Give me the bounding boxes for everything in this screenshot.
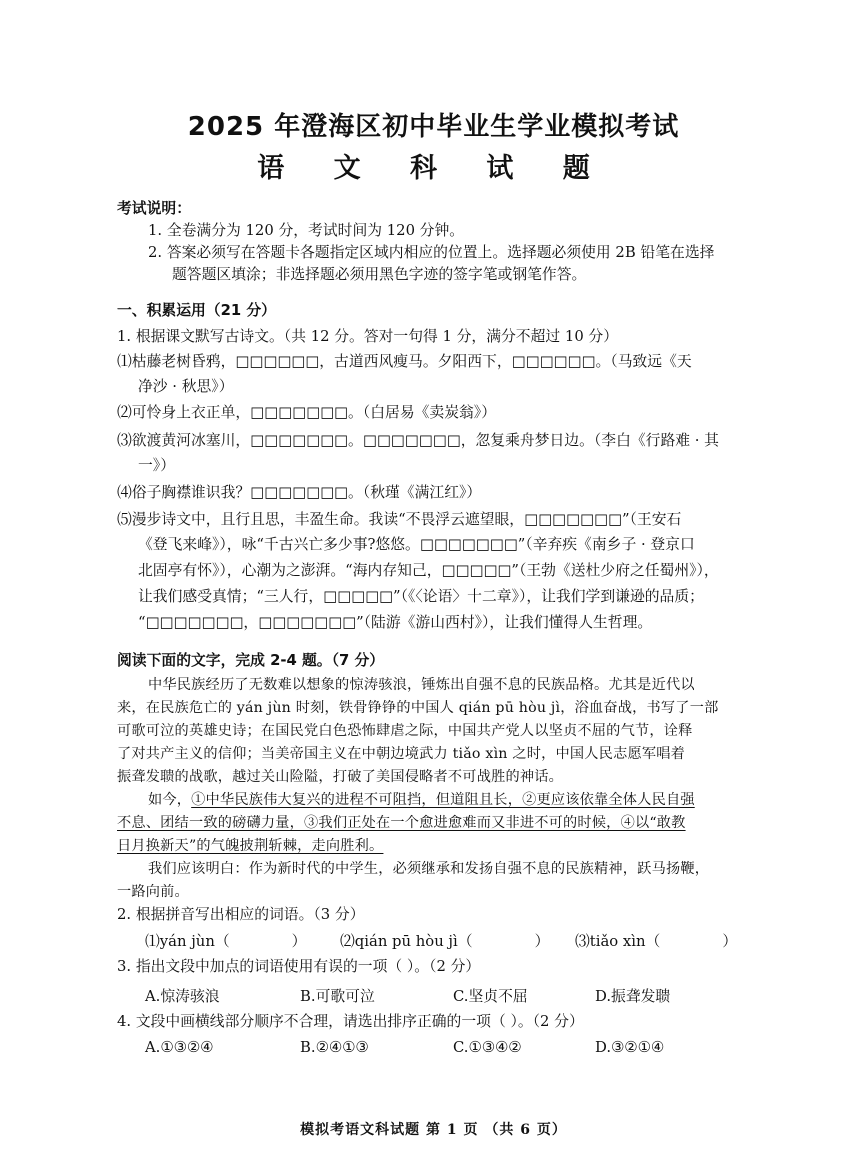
question-1-1-line2: 净沙 · 秋思》） xyxy=(138,378,234,395)
question-2-b-pinyin: ⑵qián pū hòu jì（ xyxy=(340,933,473,950)
passage-p1-line4: 了对共产主义的信仰；当美帝国主义在中朝边境武力 tiǎo xìn 之时，中国人民志愿军唱着 xyxy=(117,746,686,762)
close-paren: ） xyxy=(722,933,738,950)
question-1-3-line2: 一》） xyxy=(138,457,175,474)
question-1-intro: 1. 根据课文默写古诗文。（共 12 分。答对一句得 1 分，满分不超过 10 分） xyxy=(117,328,619,345)
question-3-text: 3. 指出文段中加点的词语使用有误的一项（ ）。（2 分） xyxy=(117,958,481,975)
question-4-option-c[interactable]: C.①③④② xyxy=(453,1039,522,1056)
instruction-item-2-line1: 2. 答案必须写在答题卡各题指定区域内相应的位置上。选择题必须使用 2B 铅笔在选择 xyxy=(148,244,715,261)
passage-p2-start: 如今， xyxy=(148,792,192,808)
passage-p2-underlined-2: 不息、团结一致的磅礴力量，③我们正处在一个愈进愈难而又非进不可的时候，④以“敢教 xyxy=(117,815,686,831)
passage-p1-line2: 来，在民族危亡的 yán jùn 时刻，铁骨铮铮的中国人 qián pū hòu jì，浴血奋战，书写了一部 xyxy=(117,700,719,716)
passage-p2-line1 xyxy=(148,789,695,811)
question-4-option-d[interactable]: D.③②①④ xyxy=(595,1039,665,1056)
question-1-2: ⑵可怜身上衣正单，□□□□□□□。（白居易《卖炭翁》） xyxy=(117,404,497,421)
question-3-option-b[interactable]: B.可歌可泣 xyxy=(300,988,375,1005)
section1-heading: 一、积累运用（21 分） xyxy=(117,302,276,319)
question-2-item-a xyxy=(145,930,306,951)
passage-p1-line5: 振聋发聩的战歌，越过关山险隘，打破了美国侵略者不可战胜的神话。 xyxy=(117,769,564,785)
passage-p2-line3 xyxy=(117,835,383,857)
close-paren: ） xyxy=(534,933,550,950)
question-1-5-line2: 《登飞来峰》），咏“千古兴亡多少事?悠悠。□□□□□□□”（辛弃疾《南乡子 · 登京口 xyxy=(138,536,695,553)
question-2-text: 2. 根据拼音写出相应的词语。（3 分） xyxy=(117,906,365,923)
question-3-option-d[interactable]: D.振聋发聩 xyxy=(595,988,671,1005)
question-3-option-c[interactable]: C.坚贞不屈 xyxy=(453,988,528,1005)
close-paren: ） xyxy=(291,933,307,950)
passage-p1-line3: 可歌可泣的英雄史诗；在国民党白色恐怖肆虐之际，中国共产党人以坚贞不屈的气节，诠释 xyxy=(117,723,693,739)
question-4-text: 4. 文段中画横线部分顺序不合理，请选出排序正确的一项（ ）。（2 分） xyxy=(117,1013,584,1030)
question-2-a-pinyin: ⑴yán jùn（ xyxy=(145,933,230,950)
question-1-5-line3: 北固亭有怀》），心潮为之澎湃。“海内存知己，□□□□□”（王勃《送杜少府之任蜀州》）， xyxy=(138,562,719,579)
passage-p3-line1: 我们应该明白：作为新时代的中学生，必须继承和发扬自强不息的民族精神，跃马扬鞭， xyxy=(148,861,710,877)
instruction-item-1: 1. 全卷满分为 120 分，考试时间为 120 分钟。 xyxy=(148,222,465,239)
passage-p2-underlined-1: ①中华民族伟大复兴的进程不可阻挡，但道阻且长，②更应该依靠全体人民自强 xyxy=(191,792,695,808)
passage-p2-line2 xyxy=(117,812,686,834)
question-1-5-line1: ⑸漫步诗文中，且行且思，丰盈生命。我读“不畏浮云遮望眼，□□□□□□□”（王安石 xyxy=(117,511,682,528)
instructions-heading: 考试说明： xyxy=(117,200,191,217)
question-1-3-line1: ⑶欲渡黄河冰塞川，□□□□□□□。□□□□□□□，忽复乘舟梦日边。（李白《行路难 · 其 xyxy=(117,432,719,449)
question-1-4: ⑷俗子胸襟谁识我？□□□□□□□。（秋瑾《满江红》） xyxy=(117,484,482,501)
instruction-item-2-line2: 题答题区填涂；非选择题必须用黑色字迹的签字笔或钢笔作答。 xyxy=(172,266,587,283)
reading-heading: 阅读下面的文字，完成 2-4 题。（7 分） xyxy=(117,652,385,669)
question-2-c-pinyin: ⑶tiǎo xìn（ xyxy=(575,933,661,950)
passage-p1-line1: 中华民族经历了无数难以想象的惊涛骇浪，锤炼出自强不息的民族品格。尤其是近代以 xyxy=(148,677,695,693)
page-footer: 模拟考语文科试题 第 1 页 （共 6 页） xyxy=(300,1122,567,1138)
question-3-option-a[interactable]: A.惊涛骇浪 xyxy=(145,988,220,1005)
exam-subtitle: 语 文 科 试 题 xyxy=(257,153,610,184)
question-1-5-line5: “□□□□□□□，□□□□□□□”（陆游《游山西村》），让我们懂得人生哲理。 xyxy=(138,614,653,631)
question-2-item-b xyxy=(340,930,549,951)
question-1-1-line1: ⑴枯藤老树昏鸦，□□□□□□，古道西风瘦马。夕阳西下，□□□□□□。（马致远《天 xyxy=(117,353,692,370)
exam-title: 2025 年澄海区初中毕业生学业模拟考试 xyxy=(187,112,680,142)
passage-p2-underlined-3: 日月换新天”的气魄披荆斩棘，走向胜利。 xyxy=(117,838,384,854)
passage-p3-line2: 一路向前。 xyxy=(117,884,189,900)
question-1-5-line4: 让我们感受真情；“三人行，□□□□□”（《〈论语〉十二章》），让我们学到谦逊的品质； xyxy=(138,588,704,605)
question-4-option-a[interactable]: A.①③②④ xyxy=(145,1039,214,1056)
question-4-option-b[interactable]: B.②④①③ xyxy=(300,1039,369,1056)
question-2-item-c xyxy=(575,930,737,951)
